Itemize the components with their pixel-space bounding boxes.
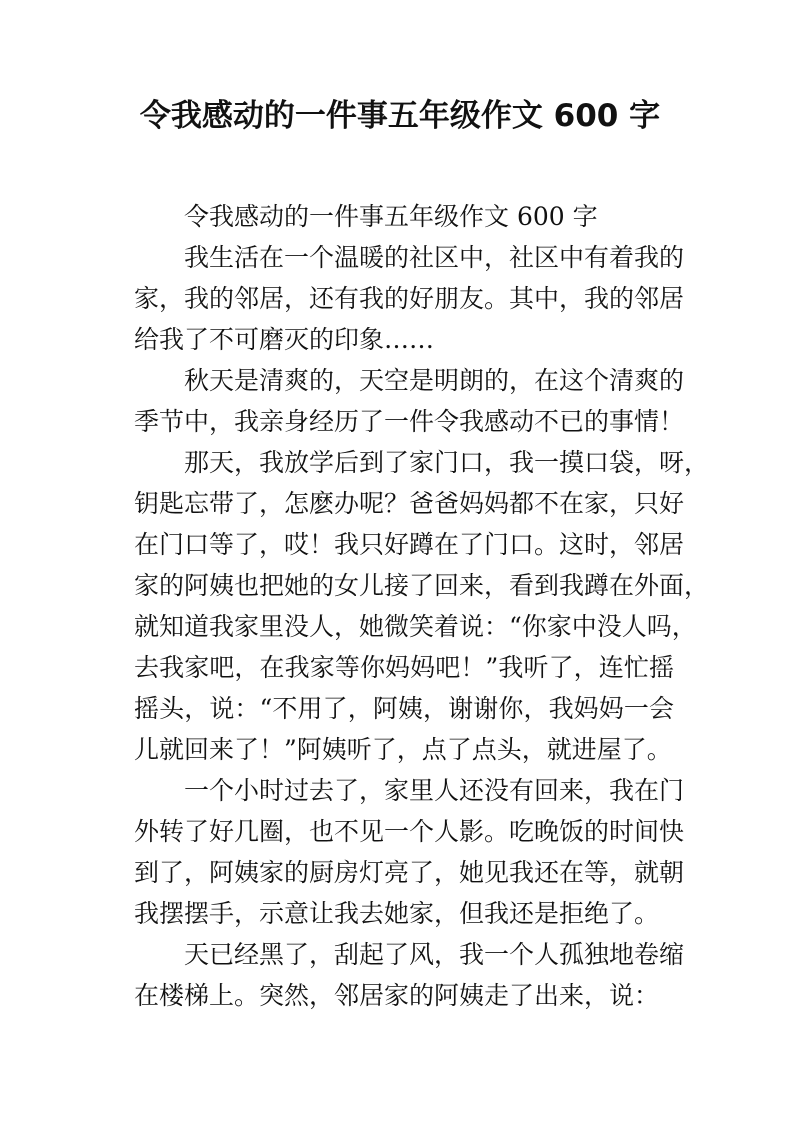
document-title: 令我感动的一件事五年级作文 600 字: [139, 98, 661, 134]
document-body: [134, 196, 710, 1016]
text-line: 家的阿姨也把她的女儿接了回来，看到我蹲在外面，: [134, 571, 710, 600]
text-line: 在门口等了，哎！我只好蹲在了门口。这时，邻居: [134, 530, 685, 559]
text-line: 儿就回来了！”阿姨听了，点了点头，就进屋了。: [134, 735, 672, 764]
text-line: 摇头，说：“不用了，阿姨，谢谢你，我妈妈一会: [134, 694, 674, 723]
text-line: 家，我的邻居，还有我的好朋友。其中，我的邻居: [134, 284, 685, 313]
text-line: 去我家吧，在我家等你妈妈吧！”我听了，连忙摇: [134, 653, 674, 682]
text-line: 我生活在一个温暖的社区中，社区中有着我的: [184, 243, 685, 272]
text-line: 在楼梯上。突然，邻居家的阿姨走了出来，说：: [134, 981, 660, 1010]
text-line: 秋天是清爽的，天空是明朗的，在这个清爽的: [184, 366, 685, 395]
text-line: 我摆摆手，示意让我去她家，但我还是拒绝了。: [134, 899, 660, 928]
text-line: 给我了不可磨灭的印象……: [134, 325, 435, 354]
text-line: 就知道我家里没人，她微笑着说：“你家中没人吗，: [134, 612, 697, 641]
text-line: 一个小时过去了，家里人还没有回来，我在门: [184, 776, 685, 805]
text-line: 令我感动的一件事五年级作文 600 字: [184, 202, 598, 231]
text-line: 那天，我放学后到了家门口，我一摸口袋，呀，: [184, 448, 710, 477]
text-line: 外转了好几圈，也不见一个人影。吃晚饭的时间快: [134, 817, 685, 846]
text-line: 到了，阿姨家的厨房灯亮了，她见我还在等，就朝: [134, 858, 685, 887]
text-line: 天已经黑了，刮起了风，我一个人孤独地卷缩: [184, 940, 685, 969]
text-line: 季节中，我亲身经历了一件令我感动不已的事情！: [134, 407, 685, 436]
text-line: 钥匙忘带了，怎麽办呢？爸爸妈妈都不在家，只好: [134, 489, 685, 518]
